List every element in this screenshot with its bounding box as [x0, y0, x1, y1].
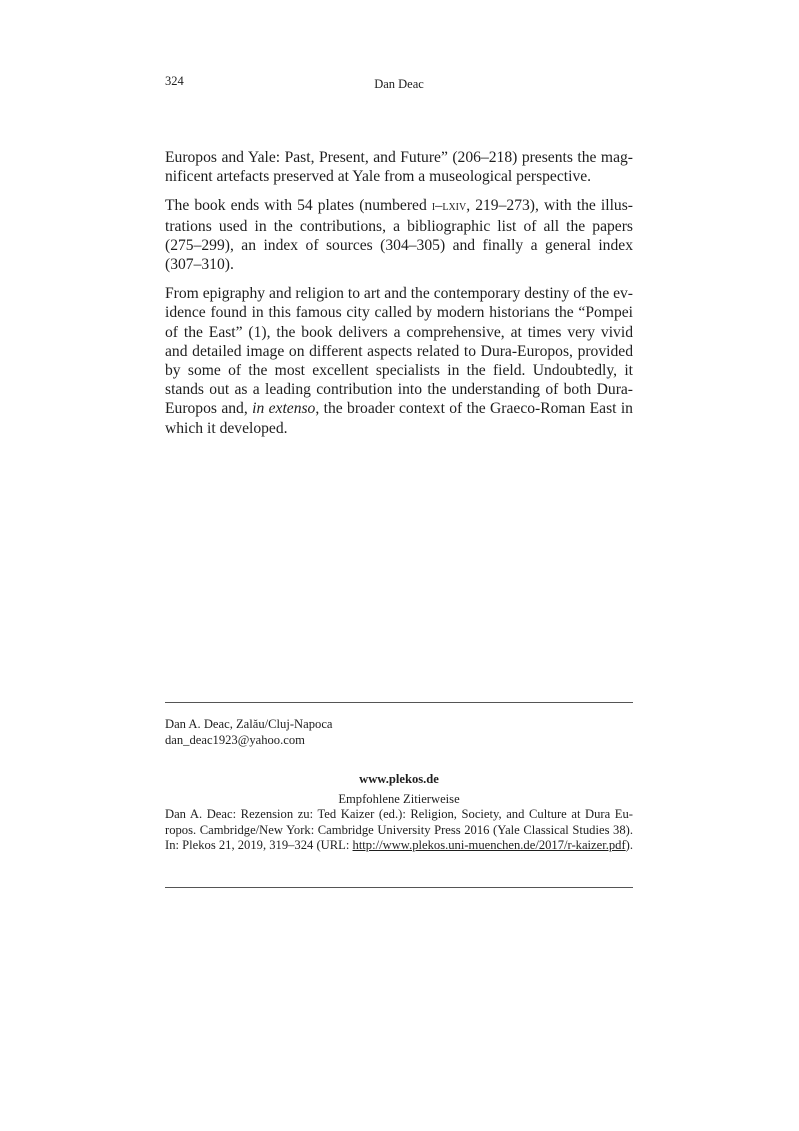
citation-text [165, 807, 633, 854]
citation-text-a: Dan A. Deac: Rezension zu: Ted Kaizer (ed.): Religion, Society, and Culture at Dura Europos. Cambridge/New York: Cambridge University Press 2016 (Yale Classical Studies 38). In: Plekos 21, 2019, 319–324 (URL: [165, 807, 633, 853]
author-name-location: Dan A. Deac, Zalău/Cluj-Napoca [165, 717, 333, 731]
latin-phrase: in extenso [252, 400, 316, 418]
paragraph-2-text-a: The book ends with 54 plates (numbered [165, 197, 432, 215]
body-text [165, 148, 633, 448]
paragraph-2 [165, 196, 633, 274]
citation-url-link[interactable]: http://www.plekos.uni-muenchen.de/2017/r-kaizer.pdf [352, 838, 626, 853]
running-title: Dan Deac [374, 77, 424, 91]
plate-numbering: i–lxiv [431, 198, 467, 215]
paragraph-3-text-a: From epigraphy and religion to art and the contemporary destiny of the evidence found in this famous city called by modern historians the “Pompei of the East” (1), the book delivers a comprehensive, at times very vivid and detailed image on different aspects related to Dura-Europos, provided by some of the most excellent specialists in the field. Undoubtedly, it stands out as a leading contribution into the understanding of both Dura-Europos and, [165, 285, 633, 418]
paragraph-2-text-b: , 219–273), with the illustrations used in the contributions, a bibliographic list of all the papers (275–299), an index of sources (304–305) and finally a general index (307–310). [165, 197, 633, 274]
site-url: www.plekos.de [359, 772, 439, 786]
paragraph-1: Europos and Yale: Past, Present, and Future” (206–218) presents the magnificent artefacts preserved at Yale from a museological perspective. [165, 149, 633, 186]
author-block [165, 716, 633, 748]
citation-text-b: ). [625, 838, 633, 853]
divider-top [165, 702, 633, 703]
running-header [165, 74, 633, 94]
paragraph-3-text-b: , the broader context of the Graeco-Roman East in which it developed. [165, 400, 633, 437]
citation-heading: Empfohlene Zitierweise [338, 791, 460, 806]
divider-bottom [165, 887, 633, 888]
citation-block [165, 772, 633, 854]
author-email: dan_deac1923@yahoo.com [165, 733, 305, 747]
page-number: 324 [165, 74, 184, 88]
paragraph-3 [165, 284, 633, 438]
